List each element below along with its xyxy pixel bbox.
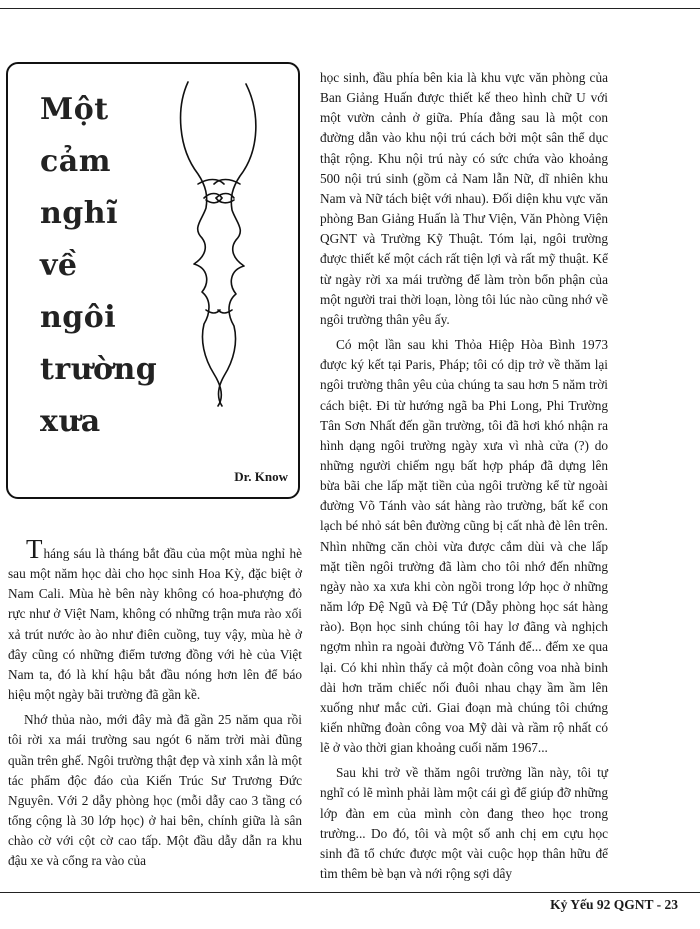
right-column <box>320 68 608 889</box>
paragraph-2: Nhớ thủa nào, mới đây mà đã gần 25 năm qua rồi tôi rời xa mái trường sau ngót 6 năm trời mài đũng quần trên ghế. Ngôi trường thật đẹp và xinh xắn là một tác phẩm độc đáo của Kiến Trúc Sư Trương Đức Nguyên. Với 2 dẫy phòng học (mỗi dẫy cao 3 tầng có tổng cộng là 30 lớp học) ở hai bên, chính giữa là sân chào cờ với cột cờ cao tấp. Một đầu dẫy dẫn ra khu đậu xe và cổng ra vào của <box>8 712 302 869</box>
title-word-4: về <box>40 248 78 283</box>
paragraph-1 <box>8 534 302 705</box>
title-word-1: Một <box>40 92 109 127</box>
title-word-5: ngôi <box>40 300 117 335</box>
paragraph-1-text: háng sáu là tháng bắt đầu của một mùa nghỉ hè sau một năm học dài cho học sinh Hoa Kỳ, đặc biệt ở Nam Cali. Mùa hè bên này không có hoa-phượng đỏ rực như ở Việt Nam, không có những trận mưa rào xối xả trút nước ào ào như điên cuồng, tuy vậy, mùa hè ở đây cũng có những điểm tương đồng với hè của Việt Nam ta, đó là khí hậu bắt đầu nóng hơn lên để báo hiệu một ngày bãi trường đã gần kề. <box>8 546 302 703</box>
two-faces-line-drawing <box>148 78 288 408</box>
drop-cap: T <box>26 534 43 564</box>
title-word-2: cảm <box>40 144 111 179</box>
bottom-rule <box>0 892 700 893</box>
page-footer: Kỷ Yếu 92 QGNT - 23 <box>550 897 678 912</box>
paragraph-4: Có một lần sau khi Thỏa Hiệp Hòa Bình 1973 được ký kết tại Paris, Pháp; tôi có dịp trở về thăm lại ngôi trường thân yêu của chúng ta sau hơn 5 năm trời cách biệt. Đi từ hướng ngã ba Phi Long, Phi Trường Tân Sơn Nhất đến gần trường, tôi đã hơi khó nhận ra hình dạng ngôi trường ngày xưa vì nhà cửa (?) do những người chiếm ngụ bất hợp pháp đã dựng lên bừa bãi che lấp mặt tiền của ngôi trường kể từ ngoài đường Võ Tánh vào sát hàng rào trường, bất kể con lạch bé nhỏ sát bên đường cũng bị cất nhà đè lên trên. Nhìn những căn chòi vừa được cắm dùi và che lấp mặt tiền ngôi trường đã làm cho tôi nhớ đến những ngày nào xa xưa khi còn ngồi trong lớp học ở những năm lớp Đệ Ngũ và Đệ Tứ (Dẫy phòng học sát hàng rào). Bọn học sinh chúng tôi hay lơ đãng và nghịch ngợm nhìn ra ngoài đường Võ Tánh để... đếm xe qua lại. Có khi nhìn thấy cả một đoàn công voa nhà binh dài hơn trăm chiếc nối đuôi nhau chạy ầm ầm lên xuống như mắc cửi. Giai đoạn mà chúng tôi chứng kiến những đoàn công voa Mỹ dài và rầm rộ nhất có lẽ ở vào thời gian khoảng cuối năm 1967... <box>320 337 608 756</box>
author-byline: Dr. Know <box>234 469 288 484</box>
title-word-3: nghĩ <box>40 196 118 231</box>
paragraph-3: học sinh, đầu phía bên kia là khu vực văn phòng của Ban Giảng Huấn được thiết kế theo hình chữ U với một vườn cảnh ở giữa. Phía đằng sau là một con đường dẫn vào khu nội trú cách bởi một sân thể dục thật rộng. Khu nội trú này có sức chứa vào khoảng 500 nội trú sinh (gồm cả Nam lẫn Nữ, dĩ nhiên khu Nam và Nữ tách biệt với nhau). Đối diện khu vực văn phòng Ban Giảng Huấn là Thư Viện, Văn Phòng Viện QGNT và Trường Kỹ Thuật. Tóm lại, ngôi trường được thiết kế một cách rất tiện lợi và rất mỹ thuật. Kể từ ngày rời xa mái trường để làm tròn bổn phận của một người trai thời loạn, lòng tôi lúc nào cũng nhớ về ngôi trường thân yêu ấy. <box>320 70 608 327</box>
left-column <box>8 534 302 877</box>
top-rule <box>0 8 700 9</box>
title-box <box>6 62 300 499</box>
title-word-7: xưa <box>40 404 101 439</box>
title-word-6: trường <box>40 352 158 387</box>
paragraph-5: Sau khi trở về thăm ngôi trường lần này, tôi tự nghĩ có lẽ mình phải làm một cái gì để giúp đỡ những lớp đàn em của mình còn đang theo học trong trường... Do đó, tôi và một số anh chị em cựu học sinh đã tổ chức được một vài cuộc họp thân hữu để tìm thêm bè bạn và nới rộng sợi dây <box>320 765 608 882</box>
